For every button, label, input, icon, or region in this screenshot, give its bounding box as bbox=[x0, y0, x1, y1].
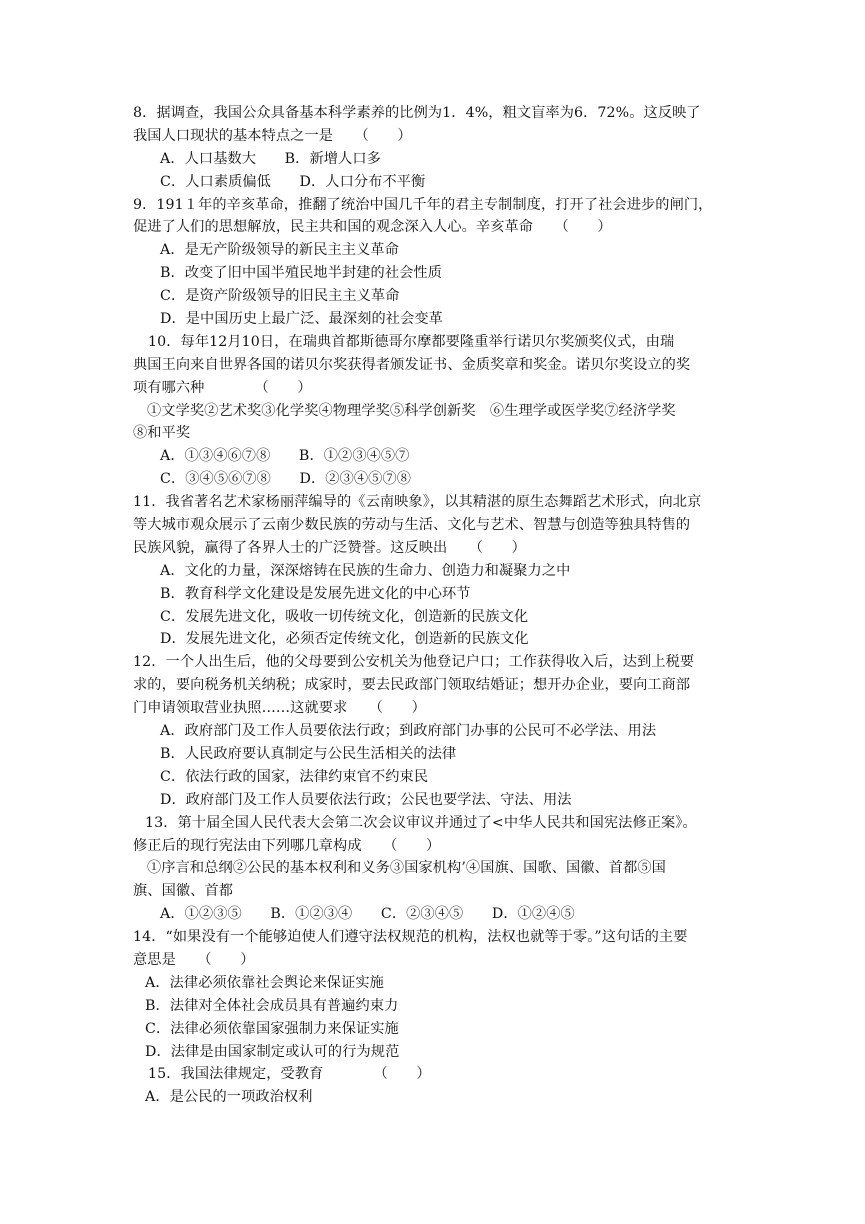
q10-stem-line-3: 项有哪六种 （ ） bbox=[133, 379, 312, 396]
q12-stem-line-2: 求的，要向税务机关纳税；成家时，要去民政部门领取结婚证；想开办企业，要向工商部 bbox=[133, 677, 691, 694]
q14-option-a: A．法律必须依靠社会舆论来保证实施 bbox=[145, 974, 384, 991]
q10-choices-line-1: ①文学奖②艺术奖③化学奖④物理学奖⑤科学创新奖 ⑥生理学或医学奖⑦经济学奖 bbox=[147, 402, 676, 419]
q10-stem-line-2: 典国王向来自世界各国的诺贝尔奖获得者颁发证书、金质奖章和奖金。诺贝尔奖设立的奖 bbox=[133, 356, 691, 373]
q14-option-d: D．法律是由国家制定或认可的行为规范 bbox=[145, 1043, 400, 1060]
q12-stem-line-1: 12．一个人出生后，他的父母要到公安机关为他登记户口；工作获得收入后，达到上税要 bbox=[133, 654, 695, 671]
q11-option-d: D．发展先进文化，必须否定传统文化，创造新的民族文化 bbox=[160, 631, 529, 648]
q8-stem-line-1: 8．据调查，我国公众具备基本科学素养的比例为1．4%，粗文盲率为6．72%。这反映了 bbox=[133, 105, 701, 121]
q14-stem-line-2: 意思是 （ ） bbox=[133, 951, 255, 968]
q14-stem-line-1: 14．“如果没有一个能够迫使人们遵守法权规范的机构，法权也就等于零。”这句话的主要 bbox=[133, 929, 688, 946]
q11-option-c: C．发展先进文化，吸收一切传统文化，创造新的民族文化 bbox=[160, 608, 529, 625]
q12-option-b: B．人民政府要认真制定与公民生活相关的法律 bbox=[160, 745, 457, 762]
q8-options-ab: A．人口基数大 B．新增人口多 bbox=[160, 150, 381, 167]
q10-options-ab: A．①③④⑥⑦⑧ B．①②③④⑤⑦ bbox=[160, 448, 410, 465]
q11-stem-line-2: 等大城市观众展示了云南少数民族的劳动与生活、文化与艺术、智慧与创造等独具特售的 bbox=[133, 517, 691, 534]
q10-choices-line-2: ⑧和平奖 bbox=[133, 425, 191, 442]
q10-stem-line-1: 10．每年12月10日，在瑞典首都斯德哥尔摩都要隆重举行诺贝尔奖颁奖仪式，由瑞 bbox=[148, 333, 675, 350]
q8-stem-line-2: 我国人口现状的基本特点之一是 （ ） bbox=[133, 127, 412, 144]
q12-option-a: A．政府部门及工作人员要依法行政；到政府部门办事的公民可不必学法、用法 bbox=[160, 723, 657, 740]
q13-choices-line-1: ①序言和总纲②公民的基本权利和义务③国家机构’④国旗、国歌、国徽、首都⑤国 bbox=[147, 860, 666, 877]
q11-option-b: B．教育科学文化建设是发展先进文化的中心环节 bbox=[160, 585, 471, 602]
q9-stem-line-2: 促进了人们的思想解放，民主共和国的观念深入人心。辛亥革命 （ ） bbox=[133, 219, 612, 236]
q15-option-a: A．是公民的一项政治权利 bbox=[145, 1089, 313, 1106]
q9-option-b: B．改变了旧中国半殖民地半封建的社会性质 bbox=[160, 265, 442, 282]
q15-stem: 15．我国法律规定，受教育 （ ） bbox=[148, 1066, 431, 1083]
q9-option-a: A．是无产阶级领导的新民主主义革命 bbox=[160, 242, 399, 259]
q12-option-c: C．依法行政的国家，法律约束官不约束民 bbox=[160, 768, 429, 785]
q11-stem-line-3: 民族风貌，赢得了各界人士的广泛赞誉。这反映出 （ ） bbox=[133, 539, 526, 556]
q12-stem-line-3: 门申请领取营业执照……这就要求 （ ） bbox=[133, 700, 426, 717]
q8-options-cd: C．人口素质偏低 D．人口分布不平衡 bbox=[160, 173, 426, 190]
q14-option-b: B．法律对全体社会成员具有普遍约束力 bbox=[145, 997, 399, 1014]
q14-option-c: C．法律必须依靠国家强制力来保证实施 bbox=[145, 1020, 399, 1037]
q11-option-a: A．文化的力量，深深熔铸在民族的生命力、创造力和凝聚力之中 bbox=[160, 562, 571, 579]
q9-stem-line-1: 9．191１年的辛亥革命，推翻了统治中国几千年的君主专制制度，打开了社会进步的闸门， bbox=[133, 196, 713, 213]
q13-stem-line-1: 13．第十届全国人民代表大会第二次会议审议并通过了<中华人民共和国宪法修正案》。 bbox=[145, 814, 697, 831]
q13-choices-line-2: 旗、国徽、首都 bbox=[133, 883, 234, 900]
q10-options-cd: C．③④⑤⑥⑦⑧ D．②③④⑤⑦⑧ bbox=[160, 471, 412, 488]
q13-options: A．①②③⑤ B．①②③④ C．②③④⑤ D．①②④⑤ bbox=[160, 906, 575, 923]
q13-stem-line-2: 修正后的现行宪法由下列哪几章构成 （ ） bbox=[133, 837, 441, 854]
q11-stem-line-1: 11．我省著名艺术家杨丽萍编导的《云南映象》，以其精湛的原生态舞蹈艺术形式，向北京 bbox=[133, 494, 702, 511]
q9-option-d: D．是中国历史上最广泛、最深刻的社会变革 bbox=[160, 311, 443, 328]
q12-option-d: D．政府部门及工作人员要依法行政；公民也要学法、守法、用法 bbox=[160, 791, 572, 808]
q9-option-c: C．是资产阶级领导的旧民主主义革命 bbox=[160, 288, 400, 305]
question-text bbox=[0, 102, 865, 1109]
